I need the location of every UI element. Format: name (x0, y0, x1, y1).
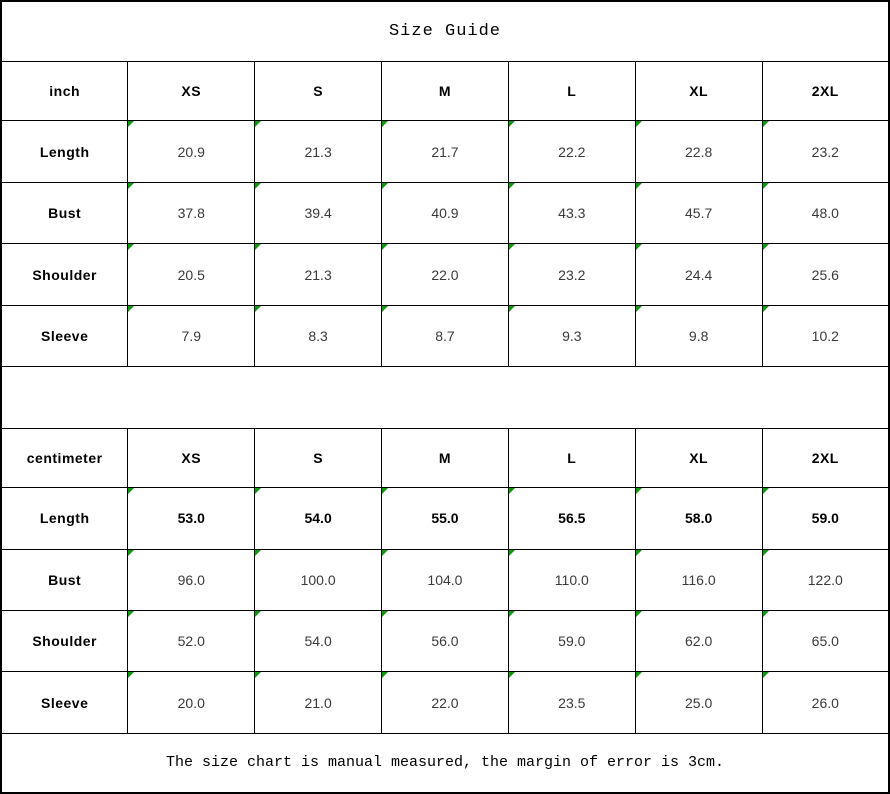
cell-flag-triangle-icon (509, 672, 515, 678)
cell-flag-triangle-icon (128, 611, 134, 617)
cell-flag-triangle-icon (763, 672, 769, 678)
cell-flag-triangle-icon (763, 611, 769, 617)
measure-value: 122.0 (762, 549, 889, 610)
measure-value: 21.7 (382, 121, 509, 182)
table-row (1, 488, 889, 549)
cell-flag-triangle-icon (255, 550, 261, 556)
cell-flag-triangle-icon (763, 306, 769, 312)
measure-value: 52.0 (128, 611, 255, 672)
measure-value: 43.3 (508, 182, 635, 243)
table-row (1, 182, 889, 243)
cell-flag-triangle-icon (128, 121, 134, 127)
cell-flag-triangle-icon (255, 672, 261, 678)
measure-value: 54.0 (255, 488, 382, 549)
unit-label-inch: inch (1, 61, 128, 120)
measure-value: 116.0 (635, 549, 762, 610)
measure-value: 58.0 (635, 488, 762, 549)
measure-value: 8.7 (382, 305, 509, 366)
cell-flag-triangle-icon (763, 121, 769, 127)
cell-flag-triangle-icon (128, 244, 134, 250)
cell-flag-triangle-icon (636, 183, 642, 189)
cell-flag-triangle-icon (255, 306, 261, 312)
measure-value: 62.0 (635, 611, 762, 672)
size-header-l: L (508, 428, 635, 487)
measure-value: 45.7 (635, 182, 762, 243)
size-header-xs: XS (128, 61, 255, 120)
measure-value: 26.0 (762, 672, 889, 733)
measure-value: 22.0 (382, 672, 509, 733)
table-row (1, 549, 889, 610)
cell-flag-triangle-icon (255, 244, 261, 250)
measure-value: 9.3 (508, 305, 635, 366)
measure-label: Shoulder (1, 611, 128, 672)
size-header-m: M (382, 428, 509, 487)
measure-value: 104.0 (382, 549, 509, 610)
cell-flag-triangle-icon (636, 121, 642, 127)
measure-value: 7.9 (128, 305, 255, 366)
size-header-2xl: 2XL (762, 428, 889, 487)
cell-flag-triangle-icon (128, 306, 134, 312)
size-header-l: L (508, 61, 635, 120)
cell-flag-triangle-icon (763, 183, 769, 189)
measure-value: 22.0 (382, 244, 509, 305)
cell-flag-triangle-icon (382, 611, 388, 617)
measure-value: 39.4 (255, 182, 382, 243)
cell-flag-triangle-icon (382, 183, 388, 189)
measure-value: 56.5 (508, 488, 635, 549)
cell-flag-triangle-icon (636, 611, 642, 617)
measure-value: 59.0 (508, 611, 635, 672)
measure-value: 21.3 (255, 121, 382, 182)
table-row (1, 121, 889, 182)
page-title: Size Guide (1, 1, 889, 61)
table-row (1, 672, 889, 733)
size-header-xl: XL (635, 428, 762, 487)
measure-value: 20.0 (128, 672, 255, 733)
footer-note: The size chart is manual measured, the margin of error is 3cm. (1, 733, 889, 793)
cell-flag-triangle-icon (128, 550, 134, 556)
measure-value: 59.0 (762, 488, 889, 549)
measure-value: 56.0 (382, 611, 509, 672)
cell-flag-triangle-icon (509, 121, 515, 127)
cell-flag-triangle-icon (636, 550, 642, 556)
unit-label-centimeter: centimeter (1, 428, 128, 487)
measure-value: 8.3 (255, 305, 382, 366)
measure-value: 20.5 (128, 244, 255, 305)
measure-value: 23.2 (508, 244, 635, 305)
cell-flag-triangle-icon (128, 183, 134, 189)
measure-value: 55.0 (382, 488, 509, 549)
measure-value: 20.9 (128, 121, 255, 182)
cell-flag-triangle-icon (382, 121, 388, 127)
cell-flag-triangle-icon (763, 488, 769, 494)
size-header-s: S (255, 61, 382, 120)
measure-value: 53.0 (128, 488, 255, 549)
measure-value: 10.2 (762, 305, 889, 366)
cell-flag-triangle-icon (509, 488, 515, 494)
measure-value: 40.9 (382, 182, 509, 243)
measure-value: 23.5 (508, 672, 635, 733)
cell-flag-triangle-icon (636, 488, 642, 494)
cell-flag-triangle-icon (382, 672, 388, 678)
cell-flag-triangle-icon (255, 183, 261, 189)
measure-label: Bust (1, 182, 128, 243)
measure-label: Shoulder (1, 244, 128, 305)
measure-value: 21.3 (255, 244, 382, 305)
measure-label: Sleeve (1, 672, 128, 733)
measure-value: 54.0 (255, 611, 382, 672)
cell-flag-triangle-icon (128, 488, 134, 494)
cell-flag-triangle-icon (763, 244, 769, 250)
cell-flag-triangle-icon (382, 306, 388, 312)
measure-value: 21.0 (255, 672, 382, 733)
cell-flag-triangle-icon (636, 244, 642, 250)
measure-value: 100.0 (255, 549, 382, 610)
measure-value: 9.8 (635, 305, 762, 366)
measure-label: Sleeve (1, 305, 128, 366)
measure-value: 65.0 (762, 611, 889, 672)
spacer-row (1, 367, 889, 428)
measure-value: 96.0 (128, 549, 255, 610)
measure-value: 110.0 (508, 549, 635, 610)
size-header-2xl: 2XL (762, 61, 889, 120)
measure-value: 22.2 (508, 121, 635, 182)
measure-value: 37.8 (128, 182, 255, 243)
cell-flag-triangle-icon (255, 121, 261, 127)
measure-label: Length (1, 488, 128, 549)
cell-flag-triangle-icon (255, 488, 261, 494)
cell-flag-triangle-icon (128, 672, 134, 678)
cell-flag-triangle-icon (382, 244, 388, 250)
measure-label: Length (1, 121, 128, 182)
size-header-xl: XL (635, 61, 762, 120)
size-header-s: S (255, 428, 382, 487)
table-row (1, 244, 889, 305)
size-header-m: M (382, 61, 509, 120)
cell-flag-triangle-icon (382, 550, 388, 556)
cell-flag-triangle-icon (255, 611, 261, 617)
measure-value: 24.4 (635, 244, 762, 305)
measure-label: Bust (1, 549, 128, 610)
measure-value: 25.0 (635, 672, 762, 733)
cell-flag-triangle-icon (509, 244, 515, 250)
cell-flag-triangle-icon (509, 550, 515, 556)
inch-header-row (1, 61, 889, 120)
cell-flag-triangle-icon (509, 611, 515, 617)
measure-value: 22.8 (635, 121, 762, 182)
size-header-xs: XS (128, 428, 255, 487)
cell-flag-triangle-icon (382, 488, 388, 494)
centimeter-header-row (1, 428, 889, 487)
spacer-cell (1, 367, 889, 428)
cell-flag-triangle-icon (509, 306, 515, 312)
measure-value: 25.6 (762, 244, 889, 305)
measure-value: 23.2 (762, 121, 889, 182)
table-row (1, 611, 889, 672)
cell-flag-triangle-icon (763, 550, 769, 556)
cell-flag-triangle-icon (636, 672, 642, 678)
measure-value: 48.0 (762, 182, 889, 243)
cell-flag-triangle-icon (636, 306, 642, 312)
table-row (1, 305, 889, 366)
cell-flag-triangle-icon (509, 183, 515, 189)
